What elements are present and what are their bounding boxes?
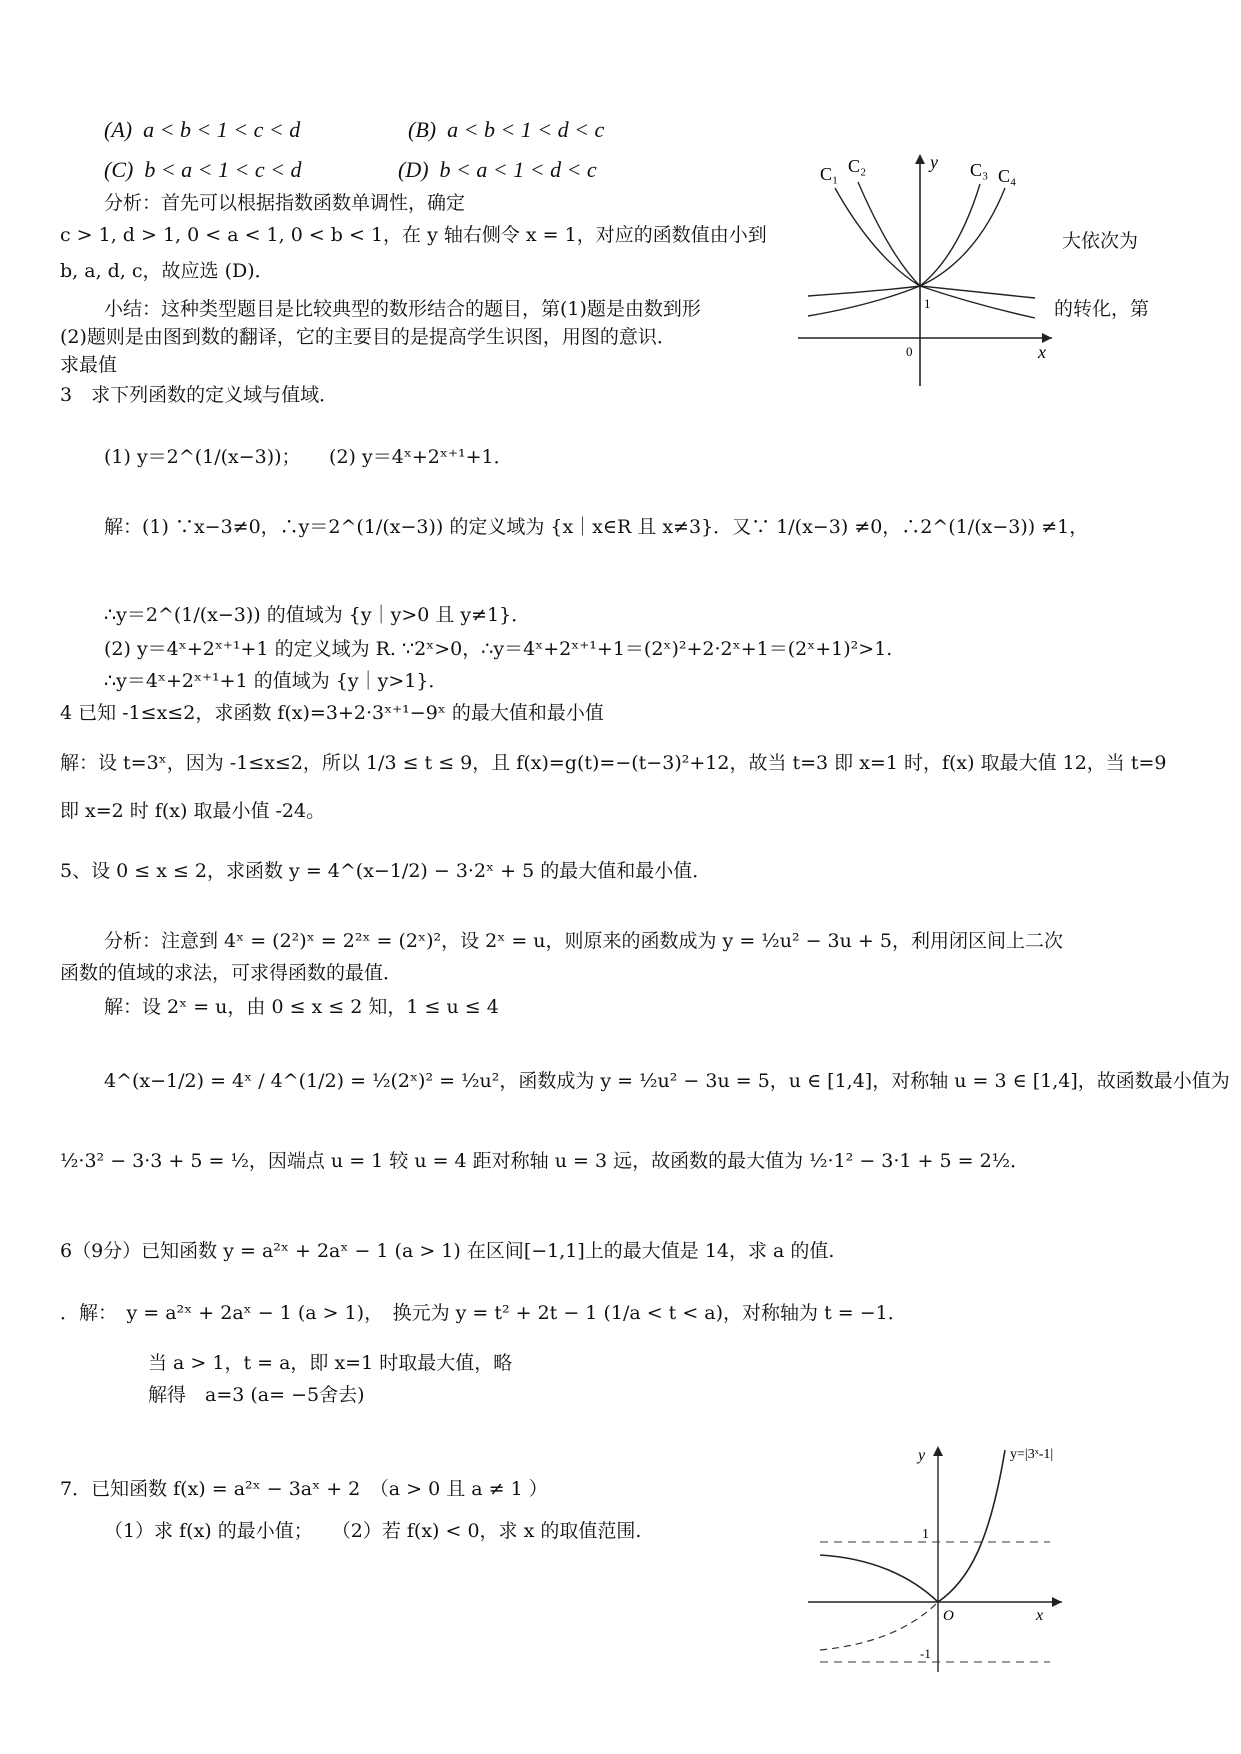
problem-5-solution-2: 4^(x−1/2) = 4ˣ / 4^(1/2) = ½(2ˣ)² = ½u²，函数成为 y = ½u² − 3u = 5，u ∈ [1,4]，对称轴 u = 3 ∈ [1,4]，故函数最小值为 [104,1070,1230,1092]
summary-line-1: 小结：这种类型题目是比较典型的数形结合的题目，第(1)题是由数到形 [104,298,701,320]
problem-3-question: (1) y＝2^(1/(x−3))； (2) y＝4ˣ+2ˣ⁺¹+1． [104,446,513,468]
one-label: 1 [924,296,931,311]
option-a [104,116,300,144]
summary-line-2: (2)题则是由图到数的翻译，它的主要目的是提高学生识图，用图的意识． [60,326,676,348]
y-axis-label-2: y [918,1447,926,1464]
option-c-label: (C) [104,157,134,182]
analysis-line-1: 分析：首先可以根据指数函数单调性，确定 [104,192,466,214]
option-b-label: (B) [408,117,437,142]
option-d-text: b < a < 1 < d < c [439,157,597,182]
problem-5-title: 5、设 0 ≤ x ≤ 2，求函数 y = 4^(x−1/2) − 3·2ˣ + 5 的最大值和最小值． [60,860,712,882]
problem-4-solution-1: 解：设 t=3ˣ，因为 -1≤x≤2，所以 1/3 ≤ t ≤ 9，且 f(x)=g(t)=−(t−3)²+12，故当 t=3 即 x=1 时，f(x) 取最大值 12，当 t=9 [60,752,1167,774]
section-heading: 求最值 [60,354,118,376]
neg-one-label: -1 [920,1646,931,1661]
problem-6-title: 6（9分）已知函数 y = a²ˣ + 2aˣ − 1 (a > 1) 在区间[−1,1]上的最大值是 14，求 a 的值. [60,1240,835,1262]
problem-6-solution-2: 当 a > 1，t = a，即 x=1 时取最大值，略 [148,1352,513,1374]
curve-label-c3: C₃ [970,160,989,180]
analysis-line-2: c > 1, d > 1, 0 < a < 1, 0 < b < 1，在 y 轴右侧令 x = 1，对应的函数值由小到 [60,224,767,246]
y-axis-label: y [930,152,938,172]
problem-5-analysis-1: 分析：注意到 4ˣ = (2²)ˣ = 2²ˣ = (2ˣ)²，设 2ˣ = u，则原来的函数成为 y = ½u² − 3u + 5，利用闭区间上二次 [104,930,1063,952]
curve-label-c2: C₂ [848,156,867,176]
option-c-text: b < a < 1 < c < d [144,157,302,182]
problem-6-solution-3: 解得 a=3 (a= −5舍去) [148,1384,365,1406]
exponential-curves-graph [790,148,1060,388]
problem-6-solution-1: ．解： y = a²ˣ + 2aˣ − 1 (a > 1)， 换元为 y = t² + 2t − 1 (1/a < t < a)，对称轴为 t = −1． [60,1302,907,1324]
problem-3-solution-3: (2) y＝4ˣ+2ˣ⁺¹+1 的定义域为 R. ∵2ˣ>0，∴y＝4ˣ+2ˣ⁺¹+1＝(2ˣ)²+2·2ˣ+1＝(2ˣ+1)²>1. [104,638,893,660]
problem-5-solution-1: 解：设 2ˣ = u，由 0 ≤ x ≤ 2 知，1 ≤ u ≤ 4 [104,996,499,1018]
problem-7-title: 7．已知函数 f(x) = a²ˣ − 3aˣ + 2 （a > 0 且 a ≠ 1 ） [60,1478,548,1500]
curve-label-c4: C₄ [998,166,1017,186]
analysis-line-3: b, a, d, c，故应选 (D)． [60,260,274,282]
origin-label: 0 [906,344,913,359]
problem-3-solution-4: ∴y＝4ˣ+2ˣ⁺¹+1 的值域为 {y｜y>1}． [104,670,448,692]
problem-3-solution-1: 解：(1) ∵x−3≠0，∴y＝2^(1/(x−3)) 的定义域为 {x｜x∈R 且 x≠3}．又∵ 1/(x−3) ≠0，∴2^(1/(x−3)) ≠1， [104,516,1089,538]
option-b-text: a < b < 1 < d < c [447,117,605,142]
option-a-text: a < b < 1 < c < d [143,117,301,142]
option-d [398,156,597,184]
analysis-line-2-tail: 大依次为 [1062,230,1139,252]
option-b [408,116,604,144]
summary-line-1-tail: 的转化，第 [1054,298,1150,320]
option-c [104,156,301,184]
problem-5-solution-3: ½·3² − 3·3 + 5 = ½，因端点 u = 1 较 u = 4 距对称轴 u = 3 远，故函数的最大值为 ½·1² − 3·1 + 5 = 2½． [60,1150,1030,1172]
curve-label-c1: C₁ [820,164,839,184]
problem-5-analysis-2: 函数的值域的求法，可求得函数的最值． [60,962,403,984]
x-axis-label-2: x [1036,1607,1044,1624]
one-label-2: 1 [922,1527,929,1542]
problem-3-title: 3 求下列函数的定义域与值域． [60,384,339,406]
option-d-label: (D) [398,157,429,182]
x-axis-label: x [1038,342,1046,362]
problem-4-solution-2: 即 x=2 时 f(x) 取最小值 -24。 [60,800,326,822]
option-a-label: (A) [104,117,133,142]
abs-exponential-graph [800,1440,1070,1676]
problem-3-solution-2: ∴y＝2^(1/(x−3)) 的值域为 {y｜y>0 且 y≠1}． [104,604,531,626]
problem-4-title: 4 已知 -1≤x≤2，求函数 f(x)=3+2·3ˣ⁺¹−9ˣ 的最大值和最小值 [60,702,604,724]
function-label: y=|3ˣ-1| [1010,1447,1054,1462]
problem-7-question: （1）求 f(x) 的最小值； （2）若 f(x) < 0，求 x 的取值范围. [104,1520,642,1542]
origin-label-2: O [943,1608,954,1624]
